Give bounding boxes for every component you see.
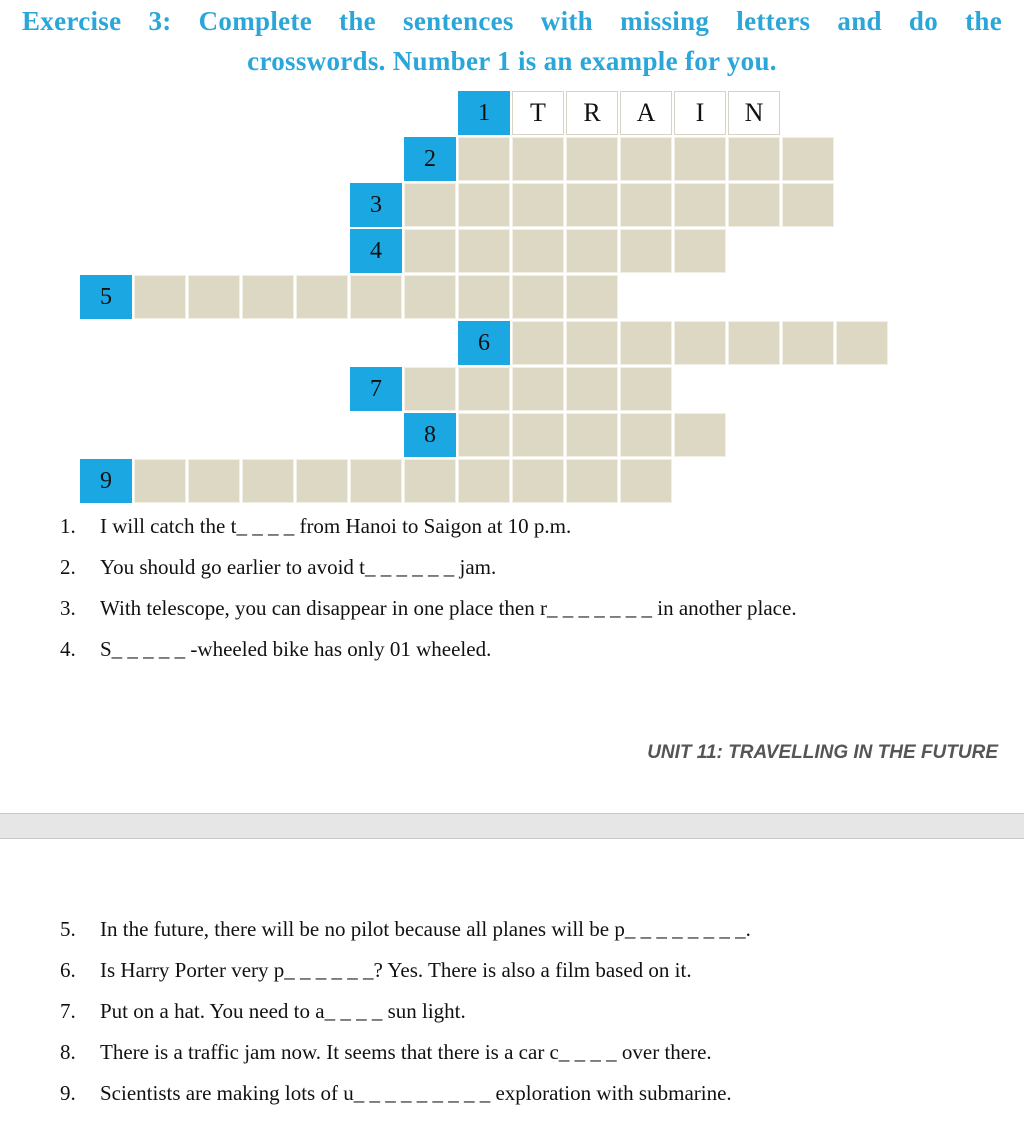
crossword-blank-cell[interactable] [674, 137, 726, 181]
clue-number: 6. [60, 958, 76, 982]
crossword-blank-cell[interactable] [566, 459, 618, 503]
crossword-number-cell: 4 [350, 229, 402, 273]
crossword-blank-cell[interactable] [512, 137, 564, 181]
clue-text: With telescope, you can disappear in one place then r_ _ _ _ _ _ _ in another place. [100, 596, 797, 620]
clue-number: 3. [60, 596, 76, 620]
crossword-blank-cell[interactable] [458, 413, 510, 457]
crossword-blank-cell[interactable] [566, 321, 618, 365]
crossword-number-cell: 8 [404, 413, 456, 457]
crossword-blank-cell[interactable] [566, 275, 618, 319]
crossword-blank-cell[interactable] [620, 459, 672, 503]
clue-text: You should go earlier to avoid t_ _ _ _ _ _ jam. [100, 555, 497, 579]
crossword-blank-cell[interactable] [458, 229, 510, 273]
crossword-blank-cell[interactable] [728, 183, 780, 227]
crossword-blank-cell[interactable] [674, 321, 726, 365]
crossword-blank-cell[interactable] [134, 459, 186, 503]
crossword-number-cell: 9 [80, 459, 132, 503]
crossword-blank-cell[interactable] [782, 183, 834, 227]
clue-text: Is Harry Porter very p_ _ _ _ _ _? Yes. There is also a film based on it. [100, 958, 692, 982]
clue-item [60, 999, 466, 1024]
crossword-number-cell: 1 [458, 91, 510, 135]
crossword-blank-cell[interactable] [350, 459, 402, 503]
crossword-blank-cell[interactable] [620, 367, 672, 411]
clue-item [60, 917, 751, 942]
crossword-blank-cell[interactable] [512, 367, 564, 411]
exercise-title-line-1: Exercise 3: Complete the sentences with missing letters and do the [22, 6, 1002, 36]
crossword-blank-cell[interactable] [404, 367, 456, 411]
crossword-blank-cell[interactable] [674, 413, 726, 457]
crossword-blank-cell[interactable] [620, 413, 672, 457]
clue-text: I will catch the t_ _ _ _ from Hanoi to Saigon at 10 p.m. [100, 514, 572, 538]
crossword-blank-cell[interactable] [782, 321, 834, 365]
crossword-blank-cell[interactable] [620, 321, 672, 365]
clue-number: 4. [60, 637, 76, 661]
clue-item [60, 1081, 732, 1106]
crossword-blank-cell[interactable] [782, 137, 834, 181]
crossword-blank-cell[interactable] [566, 183, 618, 227]
crossword-blank-cell[interactable] [458, 367, 510, 411]
crossword-blank-cell[interactable] [566, 229, 618, 273]
crossword-blank-cell[interactable] [728, 321, 780, 365]
crossword-letter-cell: A [620, 91, 672, 135]
crossword-blank-cell[interactable] [566, 137, 618, 181]
crossword-letter-cell: T [512, 91, 564, 135]
crossword-number-cell: 7 [350, 367, 402, 411]
crossword-blank-cell[interactable] [728, 137, 780, 181]
clue-number: 8. [60, 1040, 76, 1064]
crossword-blank-cell[interactable] [620, 183, 672, 227]
clue-number: 2. [60, 555, 76, 579]
crossword-number-cell: 3 [350, 183, 402, 227]
crossword-blank-cell[interactable] [512, 459, 564, 503]
crossword-number-cell: 2 [404, 137, 456, 181]
crossword-blank-cell[interactable] [404, 183, 456, 227]
crossword-blank-cell[interactable] [512, 183, 564, 227]
clue-number: 5. [60, 917, 76, 941]
crossword-blank-cell[interactable] [512, 321, 564, 365]
crossword-blank-cell[interactable] [512, 229, 564, 273]
crossword-blank-cell[interactable] [458, 459, 510, 503]
crossword-blank-cell[interactable] [296, 459, 348, 503]
crossword-blank-cell[interactable] [242, 275, 294, 319]
crossword-blank-cell[interactable] [404, 275, 456, 319]
crossword-blank-cell[interactable] [512, 275, 564, 319]
clue-item [60, 958, 692, 983]
crossword-blank-cell[interactable] [512, 413, 564, 457]
crossword-number-cell: 6 [458, 321, 510, 365]
clue-number: 9. [60, 1081, 76, 1105]
crossword-number-cell: 5 [80, 275, 132, 319]
clue-item [60, 514, 571, 539]
clue-item [60, 1040, 712, 1065]
crossword-blank-cell[interactable] [350, 275, 402, 319]
crossword-blank-cell[interactable] [458, 183, 510, 227]
clue-text: In the future, there will be no pilot because all planes will be p_ _ _ _ _ _ _ _. [100, 917, 751, 941]
clue-text: Scientists are making lots of u_ _ _ _ _ _ _ _ _ exploration with submarine. [100, 1081, 732, 1105]
crossword-blank-cell[interactable] [134, 275, 186, 319]
unit-label: UNIT 11: TRAVELLING IN THE FUTURE [647, 742, 998, 763]
crossword-blank-cell[interactable] [458, 137, 510, 181]
crossword-blank-cell[interactable] [242, 459, 294, 503]
crossword-blank-cell[interactable] [566, 367, 618, 411]
clue-number: 1. [60, 514, 76, 538]
crossword-blank-cell[interactable] [674, 229, 726, 273]
page-divider [0, 813, 1024, 839]
crossword-blank-cell[interactable] [296, 275, 348, 319]
crossword-blank-cell[interactable] [620, 137, 672, 181]
crossword-blank-cell[interactable] [404, 229, 456, 273]
clue-text: There is a traffic jam now. It seems that there is a car c_ _ _ _ over there. [100, 1040, 712, 1064]
crossword-blank-cell[interactable] [404, 459, 456, 503]
crossword-blank-cell[interactable] [458, 275, 510, 319]
crossword-blank-cell[interactable] [674, 183, 726, 227]
crossword-blank-cell[interactable] [188, 459, 240, 503]
exercise-title-line-2: crosswords. Number 1 is an example for you. [247, 46, 777, 76]
crossword-letter-cell: I [674, 91, 726, 135]
crossword-blank-cell[interactable] [566, 413, 618, 457]
clue-item [60, 596, 797, 621]
crossword-blank-cell[interactable] [188, 275, 240, 319]
clue-number: 7. [60, 999, 76, 1023]
crossword-letter-cell: N [728, 91, 780, 135]
crossword-blank-cell[interactable] [620, 229, 672, 273]
clue-item [60, 555, 496, 580]
crossword-letter-cell: R [566, 91, 618, 135]
crossword-blank-cell[interactable] [836, 321, 888, 365]
clue-text: Put on a hat. You need to a_ _ _ _ sun light. [100, 999, 466, 1023]
clue-text: S_ _ _ _ _ -wheeled bike has only 01 wheeled. [100, 637, 492, 661]
clue-item [60, 637, 491, 662]
